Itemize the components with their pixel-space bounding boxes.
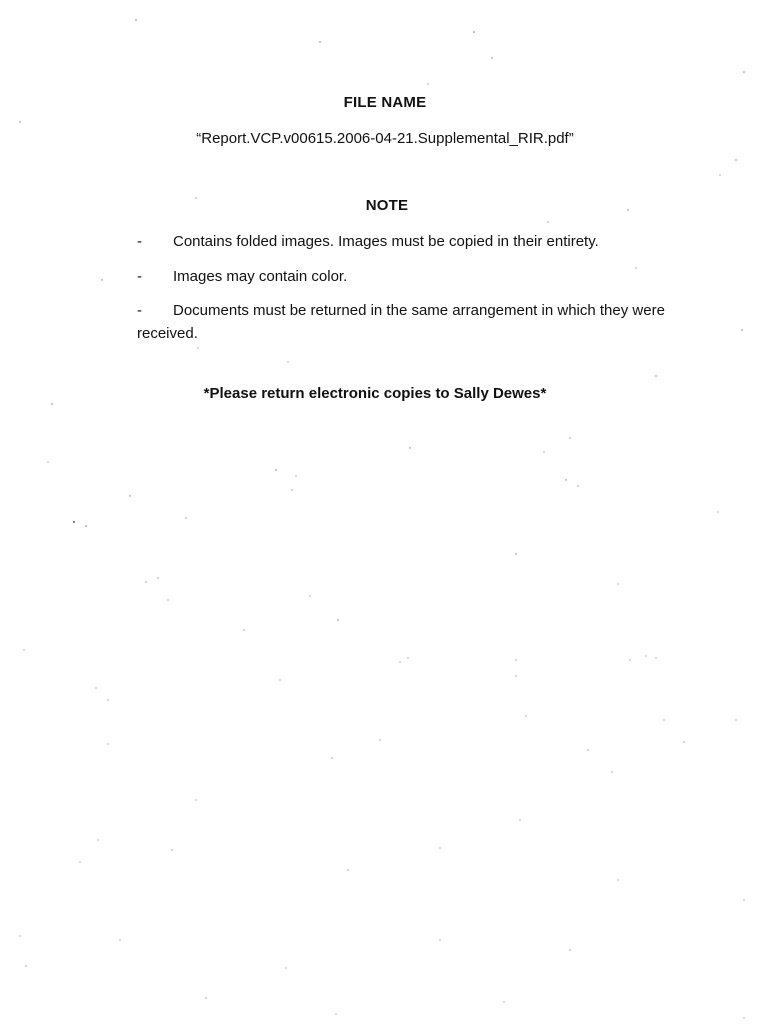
note-text: Contains folded images. Images must be copied in their entirety. bbox=[173, 233, 599, 250]
note-heading: NOTE bbox=[365, 197, 409, 214]
file-name-heading: FILE NAME bbox=[343, 94, 427, 111]
file-name-value: “Report.VCP.v00615.2006-04-21.Supplemental_RIR.pdf” bbox=[196, 130, 574, 147]
note-item bbox=[137, 265, 677, 288]
note-item bbox=[137, 230, 677, 253]
note-text: Images may contain color. bbox=[173, 268, 348, 285]
bullet-dash: - bbox=[137, 233, 142, 250]
closing-instruction: *Please return electronic copies to Sally Dewes* bbox=[203, 385, 547, 402]
bullet-dash: - bbox=[137, 268, 142, 285]
note-item bbox=[137, 299, 677, 345]
note-text: Documents must be returned in the same arrangement in which they were received. bbox=[137, 302, 665, 342]
bullet-dash: - bbox=[137, 302, 142, 319]
